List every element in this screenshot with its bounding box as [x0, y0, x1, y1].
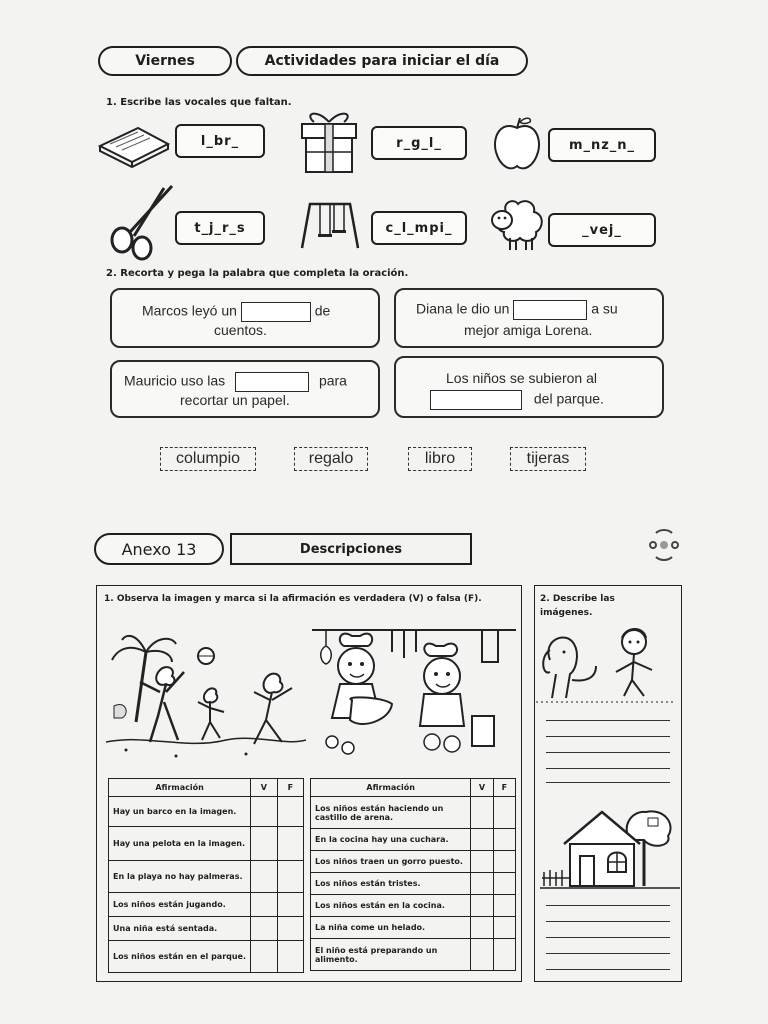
writing-line[interactable]: [546, 782, 670, 783]
checkbox-f[interactable]: [493, 873, 515, 895]
part1-instruction: 1. Observa la imagen y marca si la afirmación es verdadera (V) o falsa (F).: [104, 594, 482, 604]
checkbox-v[interactable]: [471, 895, 493, 917]
scissors-icon: [104, 182, 176, 262]
statement: Los niños están jugando.: [109, 893, 251, 917]
house-illustration: [540, 800, 680, 894]
word-box-columpio[interactable]: c_l_mpi_: [371, 211, 467, 245]
checkbox-f[interactable]: [493, 851, 515, 873]
writing-line[interactable]: [546, 953, 670, 954]
sentence-box-2: [394, 288, 664, 348]
sentence-4-end: del parque.: [533, 390, 604, 407]
apple-icon: [490, 114, 544, 174]
statement: El niño está preparando un alimento.: [311, 939, 471, 971]
part2-instruction: 2. Describe las imágenes.: [540, 594, 615, 618]
sentence-box-1: [110, 288, 380, 348]
statement: Hay una pelota en la imagen.: [109, 827, 251, 861]
checkbox-v[interactable]: [471, 829, 493, 851]
col-f: F: [277, 779, 303, 797]
statement: En la playa no hay palmeras.: [109, 861, 251, 893]
sentence-4-start: Los niños se subieron al: [446, 370, 597, 386]
checkbox-v[interactable]: [251, 827, 277, 861]
statement: Los niños están haciendo un castillo de arena.: [311, 797, 471, 829]
writing-line[interactable]: [546, 937, 670, 938]
checkbox-v[interactable]: [251, 893, 277, 917]
writing-line[interactable]: [546, 969, 670, 970]
col-v: V: [471, 779, 493, 797]
checkbox-v[interactable]: [471, 917, 493, 939]
cutout-libro[interactable]: libro: [408, 447, 472, 471]
statement: La niña come un helado.: [311, 917, 471, 939]
cutout-regalo[interactable]: regalo: [294, 447, 368, 471]
decorative-icon: [646, 527, 682, 563]
word-box-oveja[interactable]: _vej_: [548, 213, 656, 247]
checkbox-f[interactable]: [493, 895, 515, 917]
writing-line[interactable]: [546, 736, 670, 737]
sentence-3-end: recortar un papel.: [180, 392, 290, 408]
swing-icon: [296, 200, 364, 250]
sentence-3-mid: para: [318, 372, 347, 389]
checkbox-f[interactable]: [277, 827, 303, 861]
paste-blank-2[interactable]: [513, 300, 587, 320]
col-f: F: [493, 779, 515, 797]
statement: Una niña está sentada.: [109, 917, 251, 941]
dog-boy-illustration: [536, 620, 676, 704]
statement: Los niños están en el parque.: [109, 941, 251, 973]
col-afirmacion: Afirmación: [109, 779, 251, 797]
annex-title: Descripciones: [230, 533, 472, 565]
sentence-3-start: Mauricio uso las: [124, 372, 226, 389]
kitchen-illustration: [312, 622, 516, 772]
sentence-2-mid: a su: [591, 300, 618, 317]
statements-table-right: [310, 778, 516, 971]
paste-blank-1[interactable]: [241, 302, 311, 322]
checkbox-f[interactable]: [277, 941, 303, 973]
checkbox-f[interactable]: [493, 797, 515, 829]
checkbox-f[interactable]: [277, 797, 303, 827]
statement: Los niños están tristes.: [311, 873, 471, 895]
cutout-tijeras[interactable]: tijeras: [510, 447, 586, 471]
sentence-box-4: [394, 356, 664, 418]
checkbox-v[interactable]: [251, 917, 277, 941]
sentence-box-3: [110, 360, 380, 418]
writing-line[interactable]: [546, 752, 670, 753]
checkbox-f[interactable]: [493, 917, 515, 939]
checkbox-v[interactable]: [471, 939, 493, 971]
sentence-1-mid: de: [314, 302, 331, 319]
col-v: V: [251, 779, 277, 797]
statements-table-left: [108, 778, 304, 973]
annex-label: Anexo 13: [94, 533, 224, 565]
statement: Los niños traen un gorro puesto.: [311, 851, 471, 873]
checkbox-v[interactable]: [471, 873, 493, 895]
checkbox-v[interactable]: [251, 861, 277, 893]
word-box-tijeras[interactable]: t_j_r_s: [175, 211, 265, 245]
book-icon: [96, 118, 172, 168]
checkbox-f[interactable]: [277, 917, 303, 941]
checkbox-v[interactable]: [471, 851, 493, 873]
writing-line[interactable]: [546, 905, 670, 906]
col-afirmacion: Afirmación: [311, 779, 471, 797]
cutout-columpio[interactable]: columpio: [160, 447, 256, 471]
section1-instruction: 1. Escribe las vocales que faltan.: [106, 97, 292, 108]
checkbox-v[interactable]: [251, 797, 277, 827]
checkbox-v[interactable]: [471, 797, 493, 829]
word-box-libro[interactable]: l_br_: [175, 124, 265, 158]
day-label: Viernes: [98, 46, 232, 76]
gift-icon: [296, 106, 362, 176]
writing-line[interactable]: [546, 720, 670, 721]
writing-line[interactable]: [546, 921, 670, 922]
sentence-1-end: cuentos.: [214, 322, 267, 338]
statement: Los niños están en la cocina.: [311, 895, 471, 917]
checkbox-f[interactable]: [493, 829, 515, 851]
paste-blank-3[interactable]: [235, 372, 309, 392]
sheep-icon: [484, 192, 550, 254]
checkbox-v[interactable]: [251, 941, 277, 973]
statement: En la cocina hay una cuchara.: [311, 829, 471, 851]
beach-illustration: [106, 622, 306, 772]
checkbox-f[interactable]: [277, 893, 303, 917]
statement: Hay un barco en la imagen.: [109, 797, 251, 827]
paste-blank-4[interactable]: [430, 390, 522, 410]
sentence-2-end: mejor amiga Lorena.: [464, 322, 593, 338]
checkbox-f[interactable]: [277, 861, 303, 893]
sentence-1-start: Marcos leyó un: [142, 302, 237, 319]
section2-instruction: 2. Recorta y pega la palabra que completa la oración.: [106, 268, 409, 279]
word-box-manzana[interactable]: m_nz_n_: [548, 128, 656, 162]
page-title: Actividades para iniciar el día: [236, 46, 528, 76]
writing-line[interactable]: [546, 768, 670, 769]
sentence-2-start: Diana le dio un: [416, 300, 510, 317]
checkbox-f[interactable]: [493, 939, 515, 971]
word-box-regalo[interactable]: r_g_l_: [371, 126, 467, 160]
